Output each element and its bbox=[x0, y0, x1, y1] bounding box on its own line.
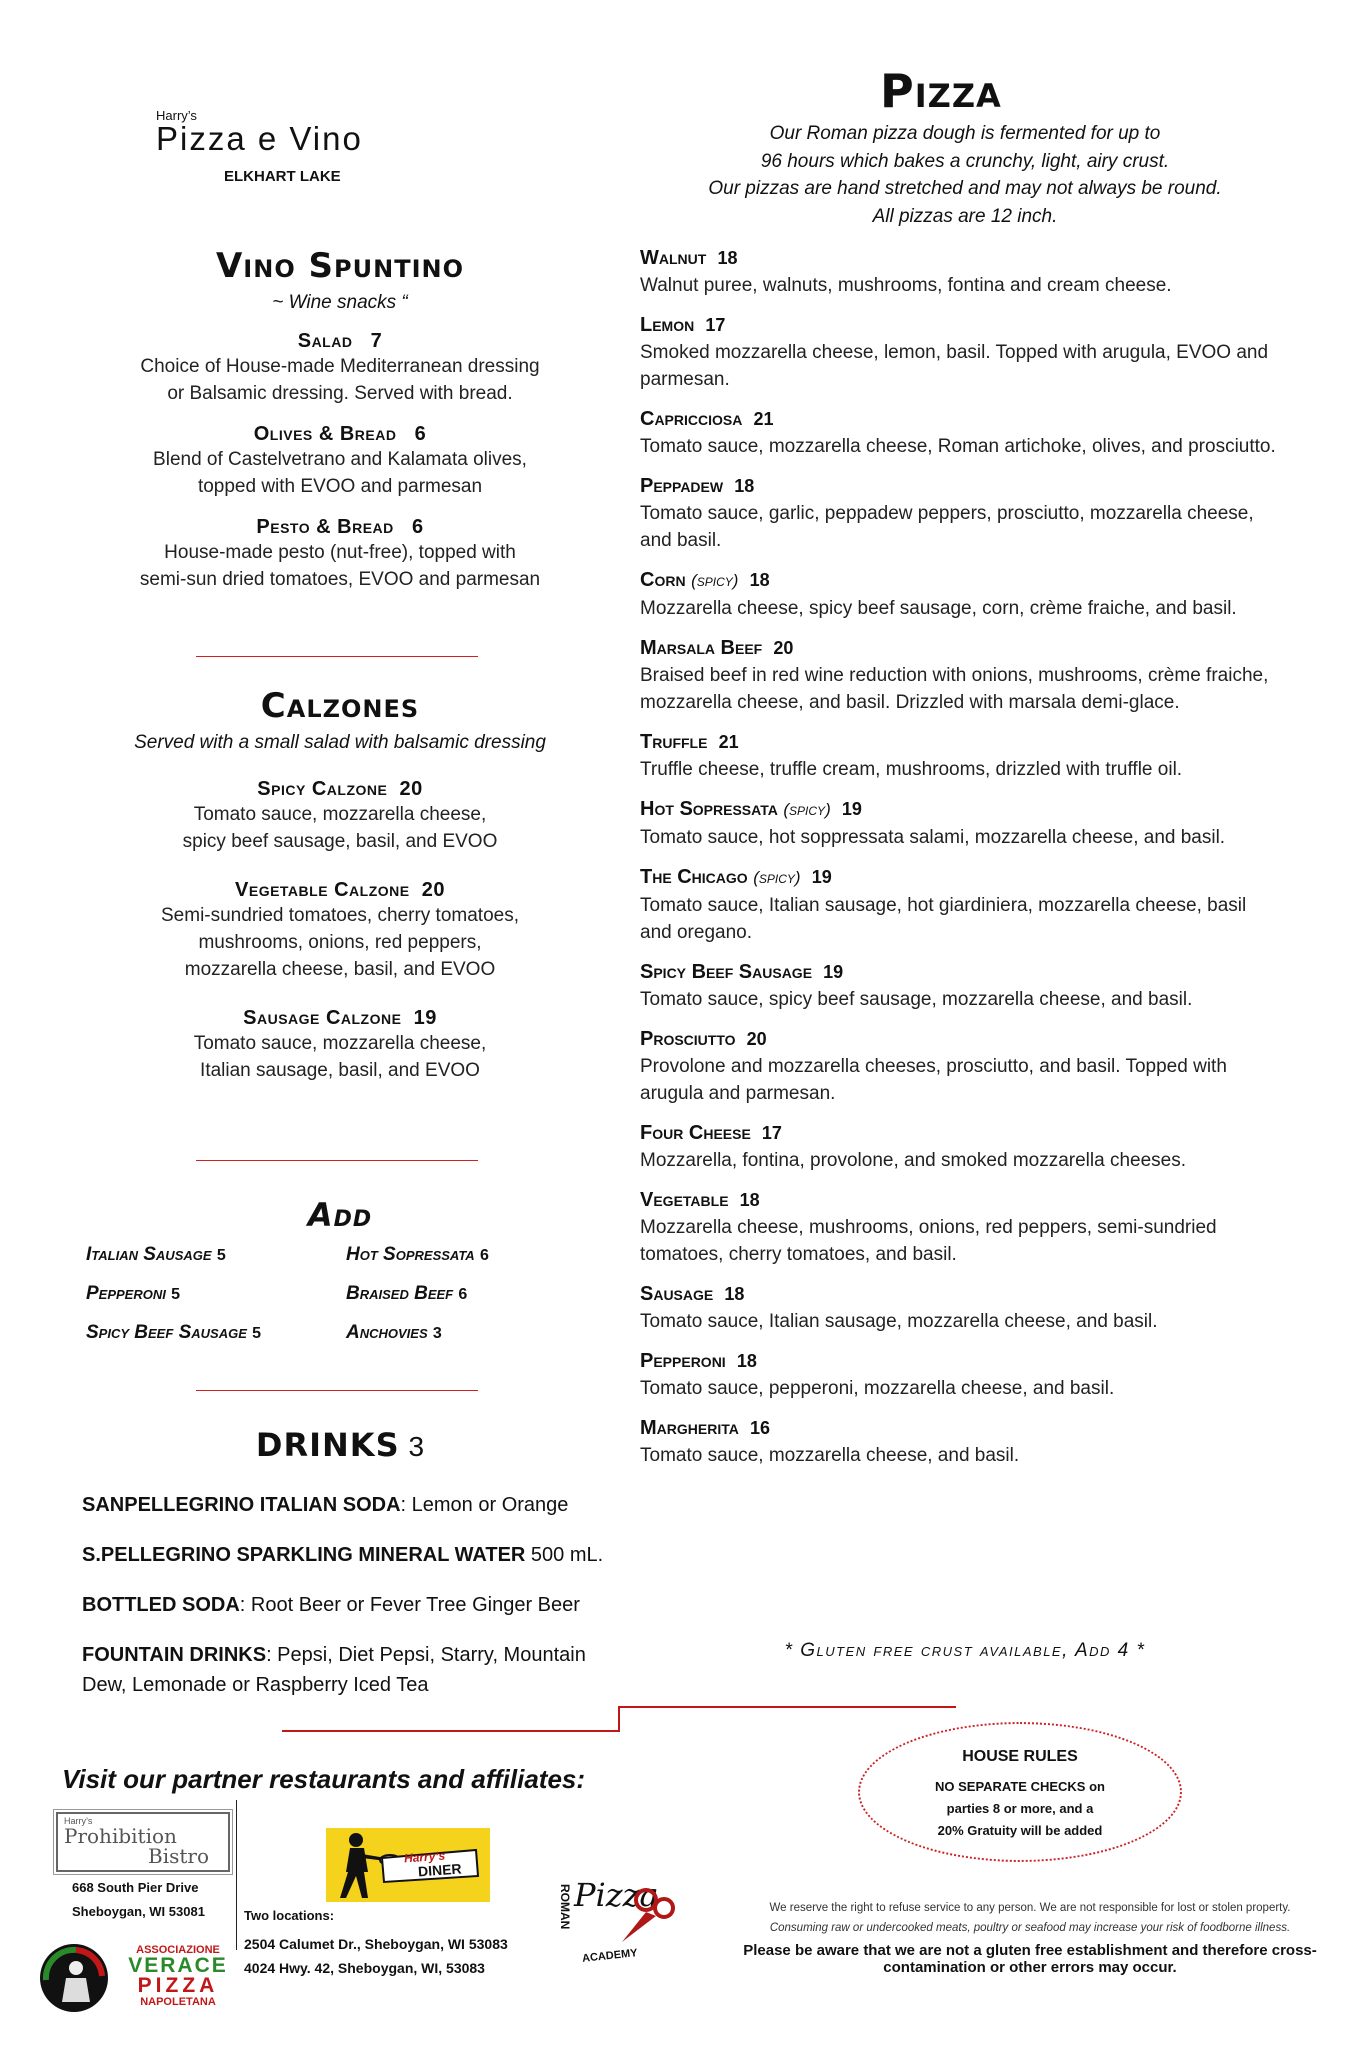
add-row bbox=[86, 1283, 606, 1322]
menu-item-price: 19 bbox=[413, 1007, 437, 1029]
pizza-title-line bbox=[640, 958, 1280, 986]
add-item-price: 3 bbox=[432, 1325, 442, 1342]
academy-bottom: ACADEMY bbox=[581, 1947, 639, 1965]
menu-item-description: Choice of House-made Mediterranean dressing bbox=[140, 356, 540, 377]
pizza-item bbox=[640, 1119, 1280, 1174]
add-item-price: 5 bbox=[252, 1325, 262, 1342]
pizza-description: Tomato sauce, Italian sausage, mozzarella cheese, and basil. bbox=[640, 1311, 1158, 1332]
drink-detail: 500 mL. bbox=[525, 1544, 604, 1566]
prohibition-bistro-logo bbox=[56, 1812, 230, 1872]
pizzaiolo-emblem-icon bbox=[36, 1940, 112, 2016]
avpn-emblem bbox=[36, 1940, 112, 2016]
diner-location-1: 2504 Calumet Dr., Sheboygan, WI 53083 bbox=[244, 1936, 508, 1952]
spicy-tag: (spicy) bbox=[783, 800, 831, 819]
pizza-name: Lemon bbox=[640, 314, 695, 336]
pizza-name: Walnut bbox=[640, 247, 707, 269]
add-item-price: 5 bbox=[216, 1247, 226, 1264]
pizza-description: Tomato sauce, mozzarella cheese, and basil. bbox=[640, 1445, 1020, 1466]
spicy-tag: (spicy) bbox=[753, 868, 801, 887]
academy-middle: Pizza bbox=[574, 1876, 659, 1914]
menu-item-description: mushrooms, onions, red peppers, bbox=[198, 932, 482, 953]
pizza-price: 18 bbox=[734, 476, 755, 496]
pizza-name: Pepperoni bbox=[640, 1350, 726, 1372]
pizza-price: 18 bbox=[749, 570, 770, 590]
pizza-intro-line: All pizzas are 12 inch. bbox=[872, 205, 1058, 227]
pizza-title-line bbox=[640, 1280, 1280, 1308]
house-rules-box bbox=[858, 1722, 1182, 1862]
diner-location-2: 4024 Hwy. 42, Sheboygan, WI, 53083 bbox=[244, 1960, 485, 1976]
pizza-price: 18 bbox=[717, 248, 738, 268]
add-item bbox=[346, 1322, 606, 1361]
add-item-name: Pepperoni bbox=[86, 1283, 166, 1304]
pizza-item bbox=[640, 405, 1280, 460]
menu-item-price: 7 bbox=[370, 330, 383, 352]
add-item bbox=[346, 1244, 606, 1283]
menu-item-description: or Balsamic dressing. Served with bread. bbox=[167, 383, 513, 404]
pizza-description: Provolone and mozzarella cheeses, prosciutto, and basil. Topped with arugula and parmesan. bbox=[640, 1056, 1227, 1104]
brand-small-label: Harry’s bbox=[156, 108, 197, 123]
pizza-title-line bbox=[640, 244, 1280, 272]
disclaimer-line3: Please be aware that we are not a gluten free establishment and therefore cross- contamination or other errors may occur. bbox=[743, 1942, 1317, 1976]
pizza-title-line bbox=[640, 405, 1280, 433]
pizza-description: Mozzarella cheese, spicy beef sausage, corn, crème fraiche, and basil. bbox=[640, 598, 1237, 619]
drink-name: S.PELLEGRINO SPARKLING MINERAL WATER bbox=[82, 1544, 526, 1566]
pizza-price: 19 bbox=[841, 799, 862, 819]
add-item-price: 6 bbox=[458, 1286, 468, 1303]
pizza-title-line bbox=[640, 1025, 1280, 1053]
pizza-item bbox=[640, 1186, 1280, 1268]
menu-item-title bbox=[80, 879, 600, 902]
pizza-description: Tomato sauce, hot soppressata salami, mozzarella cheese, and basil. bbox=[640, 827, 1226, 848]
pizza-item bbox=[640, 634, 1280, 716]
drink-detail: : Root Beer or Fever Tree Ginger Beer bbox=[239, 1594, 580, 1616]
pizza-title-line bbox=[640, 566, 1280, 595]
divider-step-line bbox=[282, 1730, 620, 1732]
pizza-title-line bbox=[640, 1119, 1280, 1147]
pizza-description: Truffle cheese, truffle cream, mushrooms, drizzled with truffle oil. bbox=[640, 759, 1183, 780]
pizza-title-line bbox=[640, 728, 1280, 756]
divider bbox=[196, 656, 478, 657]
menu-item-price: 20 bbox=[399, 778, 423, 800]
menu-item-name: Vegetable Calzone bbox=[235, 879, 410, 901]
vino-spuntino-section bbox=[80, 246, 600, 593]
prohibition-line1: Prohibition bbox=[64, 1824, 177, 1848]
pizza-item bbox=[640, 1280, 1280, 1335]
house-rules-title: HOUSE RULES bbox=[962, 1748, 1078, 1765]
add-item-price: 5 bbox=[171, 1286, 181, 1303]
pizza-name: Prosciutto bbox=[640, 1028, 736, 1050]
add-item-name: Italian Sausage bbox=[86, 1244, 212, 1265]
pizza-price: 17 bbox=[705, 315, 726, 335]
menu-item-title bbox=[80, 778, 600, 801]
menu-item-description: Tomato sauce, mozzarella cheese, bbox=[193, 804, 487, 825]
pizza-price: 17 bbox=[761, 1123, 782, 1143]
drinks-header bbox=[80, 1426, 600, 1464]
prohibition-small-label: Harry’s bbox=[64, 1816, 93, 1826]
disclaimer bbox=[720, 1902, 1340, 1976]
brand-location: ELKHART LAKE bbox=[224, 168, 341, 185]
pizza-name: Margherita bbox=[640, 1417, 739, 1439]
menu-item-description: Semi-sundried tomatoes, cherry tomatoes, bbox=[161, 905, 519, 926]
add-list bbox=[86, 1244, 606, 1361]
pizza-item bbox=[640, 728, 1280, 783]
pizza-name: Marsala Beef bbox=[640, 637, 763, 659]
house-rule-line: 20% Gratuity will be added bbox=[937, 1823, 1103, 1838]
pizza-price: 19 bbox=[811, 867, 832, 887]
pizza-price: 18 bbox=[736, 1351, 757, 1371]
menu-item-name: Salad bbox=[297, 330, 353, 352]
diner-label-bottom: DINER bbox=[417, 1860, 463, 1880]
disclaimer-line2: Consuming raw or undercooked meats, poultry or seafood may increase your risk of foodborne illness. bbox=[769, 1922, 1291, 1934]
menu-item-name: Pesto & Bread bbox=[256, 516, 394, 538]
menu-item-description: spicy beef sausage, basil, and EVOO bbox=[182, 831, 498, 852]
menu-item-description: Blend of Castelvetrano and Kalamata olives, bbox=[153, 449, 527, 470]
prohibition-line2: Bistro bbox=[148, 1844, 209, 1868]
pizza-title-line bbox=[640, 1414, 1280, 1442]
menu-item-name: Olives & Bread bbox=[253, 423, 397, 445]
drink-name: SANPELLEGRINO ITALIAN SODA bbox=[82, 1494, 401, 1516]
roman-pizza-academy-logo bbox=[556, 1846, 676, 1976]
pizza-name: Corn bbox=[640, 569, 686, 591]
avpn-logo bbox=[128, 1944, 228, 2008]
pizza-title-line bbox=[640, 1347, 1280, 1375]
drink-item bbox=[82, 1540, 622, 1570]
pizza-description: Tomato sauce, pepperoni, mozzarella cheese, and basil. bbox=[640, 1378, 1115, 1399]
divider bbox=[196, 1160, 478, 1161]
menu-item bbox=[80, 1007, 600, 1084]
menu-item bbox=[80, 778, 600, 855]
menu-item-description: mozzarella cheese, basil, and EVOO bbox=[184, 959, 496, 980]
menu-item-name: Spicy Calzone bbox=[257, 778, 388, 800]
menu-item bbox=[80, 423, 600, 500]
drink-detail: : Pepsi, Diet Pepsi, Starry, Mountain Dew, Lemonade or Raspberry Iced Tea bbox=[82, 1644, 586, 1696]
pizza-name: Four Cheese bbox=[640, 1122, 751, 1144]
pizza-item bbox=[640, 1347, 1280, 1402]
menu-item-description: Italian sausage, basil, and EVOO bbox=[200, 1060, 480, 1081]
prohibition-address2: Sheboygan, WI 53081 bbox=[72, 1904, 205, 1919]
drink-detail: : Lemon or Orange bbox=[400, 1494, 569, 1516]
drinks-price: 3 bbox=[408, 1431, 425, 1462]
pizza-description: Mozzarella, fontina, provolone, and smoked mozzarella cheeses. bbox=[640, 1150, 1187, 1171]
pizza-intro-line: Our Roman pizza dough is fermented for up to bbox=[769, 123, 1161, 144]
calzones-title: Calzones bbox=[260, 686, 420, 726]
pizza-price: 19 bbox=[823, 962, 844, 982]
calzones-subtitle: Served with a small salad with balsamic dressing bbox=[134, 732, 546, 753]
menu-item-title bbox=[80, 1007, 600, 1030]
divider bbox=[196, 1390, 478, 1391]
pizza-description: Tomato sauce, mozzarella cheese, Roman artichoke, olives, and prosciutto. bbox=[640, 436, 1276, 457]
pizza-intro-line: Our pizzas are hand stretched and may not always be round. bbox=[708, 178, 1222, 199]
pizza-title-line bbox=[640, 1186, 1280, 1214]
house-rule-line: NO SEPARATE CHECKS on bbox=[935, 1779, 1105, 1794]
pizza-price: 20 bbox=[773, 638, 794, 658]
avpn-line3: PIZZA bbox=[137, 1974, 219, 1997]
avpn-line2: VERACE bbox=[128, 1954, 228, 1977]
pizza-item bbox=[640, 1025, 1280, 1107]
pizza-item bbox=[640, 863, 1280, 946]
spicy-tag: (spicy) bbox=[691, 571, 739, 590]
pizza-item bbox=[640, 1414, 1280, 1469]
add-row bbox=[86, 1244, 606, 1283]
divider-step-line bbox=[618, 1706, 620, 1732]
pizza-description: Tomato sauce, Italian sausage, hot giardiniera, mozzarella cheese, basil and oregano. bbox=[640, 895, 1247, 943]
menu-item-price: 6 bbox=[414, 423, 427, 445]
add-item-name: Spicy Beef Sausage bbox=[86, 1322, 247, 1343]
pizza-name: Hot Sopressata bbox=[640, 798, 778, 820]
avpn-line1: ASSOCIAZIONE bbox=[136, 1944, 220, 1956]
pizza-price: 18 bbox=[724, 1284, 745, 1304]
pizza-name: Sausage bbox=[640, 1283, 714, 1305]
academy-top: ROMAN bbox=[558, 1884, 572, 1930]
menu-item-title bbox=[80, 423, 600, 446]
scissors-icon bbox=[616, 1886, 676, 1946]
menu-item-description: topped with EVOO and parmesan bbox=[197, 476, 483, 497]
menu-item-title bbox=[80, 330, 600, 353]
pizza-name: The Chicago bbox=[640, 866, 748, 888]
pizza-name: Vegetable bbox=[640, 1189, 729, 1211]
pizza-price: 18 bbox=[739, 1190, 760, 1210]
pizza-title-line bbox=[640, 472, 1280, 500]
pizza-price: 21 bbox=[718, 732, 739, 752]
pizza-name: Capricciosa bbox=[640, 408, 743, 430]
pizza-name: Spicy Beef Sausage bbox=[640, 961, 813, 983]
pizza-list bbox=[640, 244, 1280, 1481]
drink-name: FOUNTAIN DRINKS bbox=[82, 1644, 267, 1666]
pizza-description: Mozzarella cheese, mushrooms, onions, red peppers, semi-sundried tomatoes, cherry tomatoes, and basil. bbox=[640, 1217, 1217, 1265]
add-item-price: 6 bbox=[479, 1247, 489, 1264]
menu-item-title bbox=[80, 516, 600, 539]
add-item-name: Braised Beef bbox=[346, 1283, 454, 1304]
menu-item bbox=[80, 330, 600, 407]
prohibition-address1: 668 South Pier Drive bbox=[72, 1880, 199, 1895]
pizza-description: Tomato sauce, garlic, peppadew peppers, prosciutto, mozzarella cheese, and basil. bbox=[640, 503, 1254, 551]
pizza-item bbox=[640, 566, 1280, 622]
add-item bbox=[86, 1283, 346, 1322]
pizza-item bbox=[640, 472, 1280, 554]
pizza-title-line bbox=[640, 863, 1280, 892]
add-item bbox=[346, 1283, 606, 1322]
add-item bbox=[86, 1322, 346, 1361]
diner-label-top: Harry’s bbox=[403, 1848, 446, 1866]
brand-name: Pizza e Vino bbox=[156, 120, 363, 157]
drinks-title: DRINKS bbox=[255, 1426, 400, 1464]
pizza-name: Truffle bbox=[640, 731, 708, 753]
menu-item-description: House-made pesto (nut-free), topped with bbox=[164, 542, 516, 563]
pizza-description: Smoked mozzarella cheese, lemon, basil. Topped with arugula, EVOO and parmesan. bbox=[640, 342, 1269, 390]
pizza-title-line bbox=[640, 311, 1280, 339]
harrys-diner-logo bbox=[326, 1828, 490, 1902]
pizza-price: 21 bbox=[753, 409, 774, 429]
pizza-description: Walnut puree, walnuts, mushrooms, fontina and cream cheese. bbox=[640, 275, 1172, 296]
vino-spuntino-subtitle: ~ Wine snacks “ bbox=[272, 292, 408, 313]
pizza-item bbox=[640, 958, 1280, 1013]
vertical-separator bbox=[236, 1800, 237, 1950]
add-row bbox=[86, 1322, 606, 1361]
drink-item bbox=[82, 1490, 622, 1520]
menu-item-description: semi-sun dried tomatoes, EVOO and parmesan bbox=[139, 569, 541, 590]
pizza-name: Peppadew bbox=[640, 475, 724, 497]
pizza-intro bbox=[640, 120, 1290, 230]
pizza-description: Tomato sauce, spicy beef sausage, mozzarella cheese, and basil. bbox=[640, 989, 1193, 1010]
calzones-section bbox=[80, 686, 600, 1084]
add-item bbox=[86, 1244, 346, 1283]
add-item-name: Anchovies bbox=[346, 1322, 428, 1343]
avpn-line4: NAPOLETANA bbox=[140, 1996, 216, 2008]
menu-item-description: Tomato sauce, mozzarella cheese, bbox=[193, 1033, 487, 1054]
pizza-item bbox=[640, 795, 1280, 851]
drink-item bbox=[82, 1590, 622, 1620]
menu-item-price: 6 bbox=[411, 516, 424, 538]
vino-spuntino-title: Vino Spuntino bbox=[215, 246, 464, 286]
add-title: Add bbox=[307, 1196, 373, 1234]
menu-item bbox=[80, 516, 600, 593]
pizza-title-line bbox=[640, 634, 1280, 662]
pizza-title-line bbox=[640, 795, 1280, 824]
pizza-price: 16 bbox=[749, 1418, 770, 1438]
drink-item bbox=[82, 1640, 622, 1700]
gluten-free-note: * Gluten free crust available, Add 4 * bbox=[784, 1640, 1146, 1661]
drink-name: BOTTLED SODA bbox=[82, 1594, 240, 1616]
diner-locations-title: Two locations: bbox=[244, 1908, 335, 1923]
pizza-title: Pizza bbox=[880, 64, 1002, 118]
drinks-list bbox=[82, 1490, 622, 1720]
pizza-intro-line: 96 hours which bakes a crunchy, light, airy crust. bbox=[760, 150, 1170, 172]
menu-item-price: 20 bbox=[421, 879, 445, 901]
disclaimer-line1: We reserve the right to refuse service to any person. We are not responsible for lost or stolen property. bbox=[769, 1902, 1291, 1914]
pizza-description: Braised beef in red wine reduction with onions, mushrooms, crème fraiche, mozzarella cheese, and basil. Drizzled with marsala demi-glace. bbox=[640, 665, 1269, 713]
divider-step-line bbox=[618, 1706, 956, 1708]
pizza-item bbox=[640, 311, 1280, 393]
pizza-item bbox=[640, 244, 1280, 299]
menu-item-name: Sausage Calzone bbox=[243, 1007, 402, 1029]
pizza-price: 20 bbox=[746, 1029, 767, 1049]
add-item-name: Hot Sopressata bbox=[346, 1244, 475, 1265]
menu-item bbox=[80, 879, 600, 983]
house-rule-line: parties 8 or more, and a bbox=[946, 1801, 1094, 1816]
partners-title: Visit our partner restaurants and affiliates: bbox=[62, 1764, 586, 1794]
